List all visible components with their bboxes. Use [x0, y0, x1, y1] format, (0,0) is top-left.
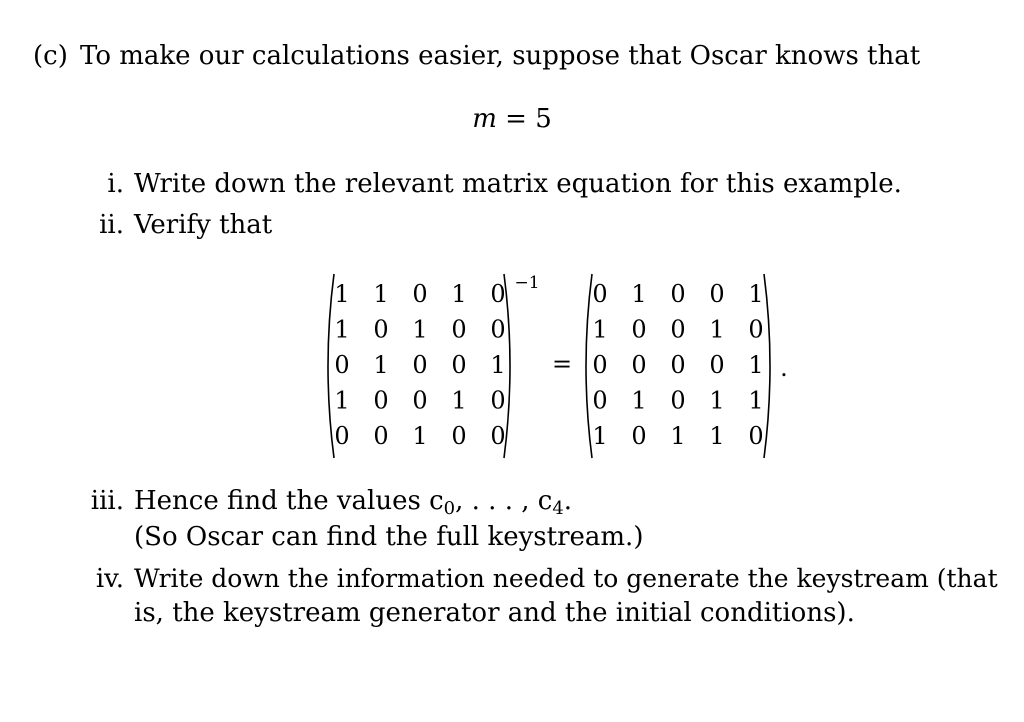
equation-variable: m — [472, 104, 497, 134]
right-matrix-entry: 1 — [709, 386, 725, 415]
right-matrix-entry: 0 — [748, 422, 764, 450]
left-matrix-entry: 1 — [334, 315, 350, 344]
item-iii-sub0: 0 — [443, 498, 456, 519]
item-iii-text-mid: , . . . , c — [455, 486, 553, 516]
trailing-period: . — [780, 354, 788, 382]
equals-sign: = — [551, 350, 573, 378]
left-matrix-entry: 0 — [490, 315, 506, 344]
right-paren-open — [586, 274, 592, 458]
item-i-label: i. — [107, 169, 124, 199]
right-matrix-entry: 0 — [670, 386, 686, 415]
part-c-label: (c) — [33, 41, 68, 71]
right-matrix-entry: 1 — [709, 315, 725, 344]
left-matrix-entry: 0 — [412, 386, 428, 415]
right-matrix-entry: 0 — [592, 280, 608, 308]
right-matrix-entry: 0 — [631, 351, 647, 379]
left-matrix-entry: 0 — [490, 386, 506, 415]
right-matrix-entry: 0 — [709, 351, 725, 379]
right-matrix-entry: 0 — [592, 386, 608, 415]
right-paren-close — [764, 274, 770, 458]
item-iii-sub4: 4 — [552, 498, 564, 519]
right-matrix-entry: 0 — [670, 351, 686, 379]
right-matrix-entry: 0 — [631, 422, 647, 450]
right-matrix-entry: 1 — [592, 315, 608, 344]
item-iii-text-before: Hence find the values c — [134, 486, 444, 516]
left-paren-open — [328, 274, 334, 458]
left-matrix-entry: 0 — [451, 351, 467, 379]
left-matrix-entry: 0 — [412, 280, 428, 308]
left-matrix-entry: 1 — [412, 315, 428, 344]
left-matrix-entry: 1 — [373, 351, 389, 379]
item-ii-label: ii. — [99, 210, 124, 240]
item-iv-line2: is, the keystream generator and the initial conditions). — [134, 598, 855, 628]
part-c-text: To make our calculations easier, suppose that Oscar knows that — [80, 41, 921, 71]
right-matrix-entry: 1 — [592, 422, 608, 450]
right-matrix-entry: 0 — [670, 315, 686, 344]
item-ii-text: Verify that — [134, 210, 273, 240]
right-matrix-entry: 0 — [592, 351, 608, 379]
left-matrix-entry: 0 — [373, 386, 389, 415]
left-matrix-entry: 0 — [451, 422, 467, 450]
right-matrix-entry: 0 — [748, 315, 764, 344]
item-iii-text — [134, 485, 572, 525]
right-matrix-entry: 0 — [709, 280, 725, 308]
equation-value: 5 — [535, 104, 552, 134]
left-matrix-entry: 1 — [334, 280, 350, 308]
item-iv-text: Write down the information needed to generate the keystream (that — [134, 564, 998, 593]
item-iii-text-after: . — [563, 486, 573, 516]
left-matrix-entry: 1 — [451, 386, 467, 415]
left-matrix-entry: 1 — [490, 351, 506, 379]
right-matrix-entry: 1 — [631, 280, 647, 308]
right-matrix-entry: 1 — [670, 422, 686, 450]
left-matrix-entry: 1 — [412, 422, 428, 450]
inverse-exponent: −1 — [514, 273, 540, 293]
left-matrix-entry: 0 — [334, 351, 350, 379]
item-iii-label: iii. — [90, 486, 124, 516]
left-matrix-entry: 0 — [451, 315, 467, 344]
left-matrix-entry: 0 — [334, 422, 350, 450]
right-matrix-entry: 1 — [631, 386, 647, 415]
left-matrix-entry: 1 — [334, 386, 350, 415]
right-matrix-entry: 0 — [631, 315, 647, 344]
left-matrix-entry: 1 — [373, 280, 389, 308]
right-matrix-entry: 1 — [748, 280, 764, 308]
right-matrix-entry: 0 — [670, 280, 686, 308]
left-matrix-entry: 0 — [373, 422, 389, 450]
left-matrix-entry: 0 — [412, 351, 428, 379]
right-matrix-entry: 1 — [748, 351, 764, 379]
left-matrix-entry: 0 — [490, 280, 506, 308]
right-matrix-entry: 1 — [748, 386, 764, 415]
left-matrix-entry: 0 — [373, 315, 389, 344]
left-matrix-entry: 0 — [490, 422, 506, 450]
item-i-text: Write down the relevant matrix equation for this example. — [134, 169, 902, 199]
equation-relation: = — [496, 104, 536, 134]
given-equation — [0, 103, 1024, 135]
left-matrix-entry: 1 — [451, 280, 467, 308]
item-iii-line2: (So Oscar can find the full keystream.) — [134, 522, 644, 552]
matrix-equation — [300, 266, 820, 466]
item-iv-label: iv. — [95, 564, 124, 594]
right-matrix-entry: 1 — [709, 422, 725, 450]
